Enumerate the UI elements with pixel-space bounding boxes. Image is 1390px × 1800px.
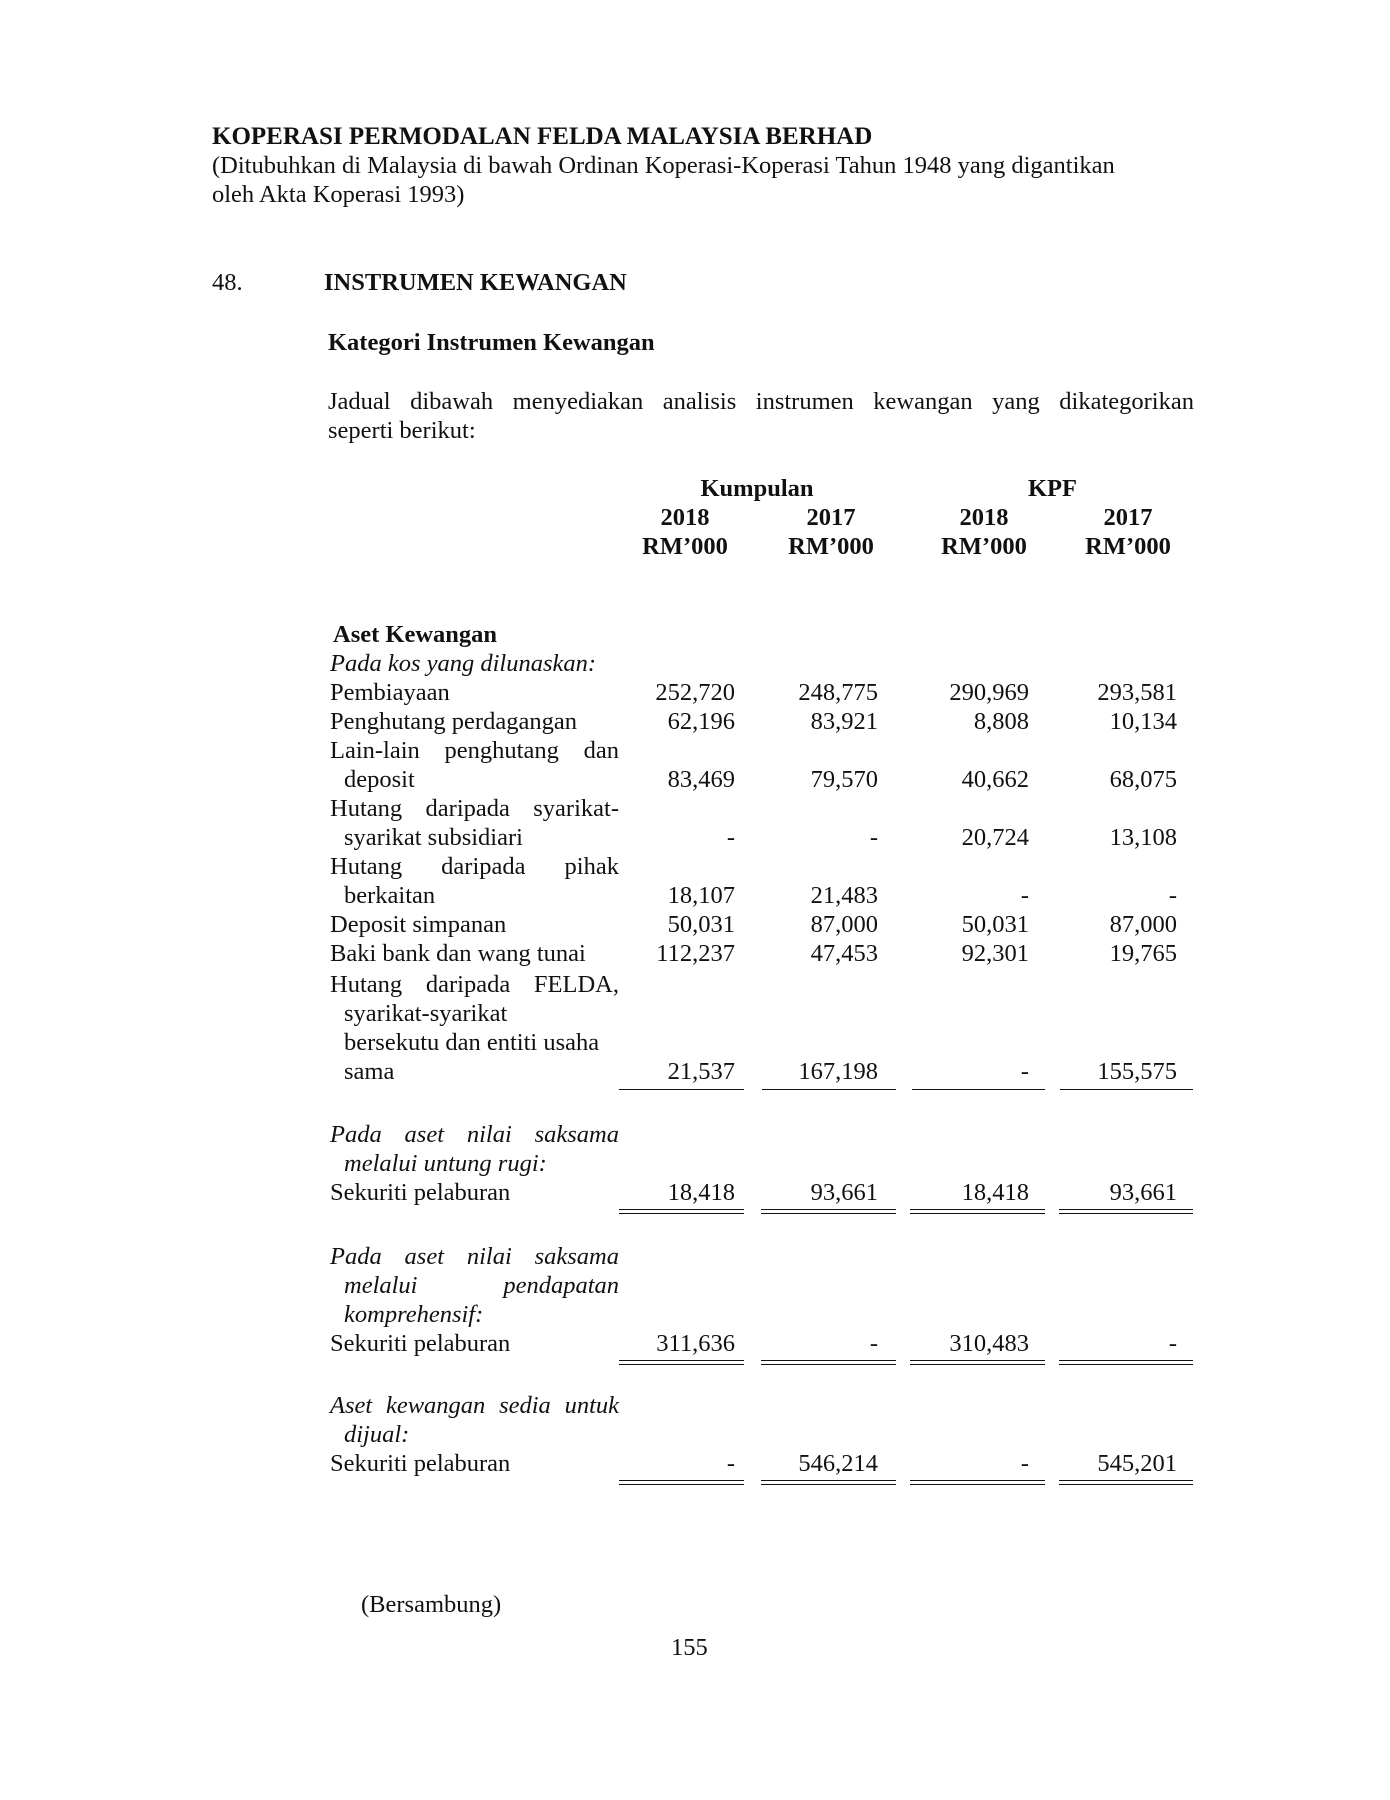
cell-value: 79,570 <box>810 766 878 793</box>
table-row-label <box>330 1449 619 1478</box>
cell-value: 92,301 <box>961 940 1029 967</box>
group-header-kpf: KPF <box>1028 475 1077 502</box>
subtotal-rule <box>912 1089 1045 1090</box>
cell-value: 18,107 <box>667 882 735 909</box>
row-label-text: Sekuriti pelaburan <box>330 1330 511 1357</box>
table-row-label <box>330 939 619 968</box>
cell-value: 546,214 <box>798 1450 878 1477</box>
cell-value: - <box>1020 882 1029 909</box>
total-double-rule <box>1059 1209 1193 1214</box>
cell-value: 112,237 <box>656 940 735 967</box>
cell-value: - <box>1168 882 1177 909</box>
col-year: 2018 <box>660 504 710 531</box>
row-label-text: sama <box>344 1058 395 1085</box>
block-heading-text: melalui untung rugi: <box>344 1150 547 1177</box>
col-unit: RM’000 <box>941 533 1027 560</box>
col-year: 2017 <box>1103 504 1153 531</box>
table-row-label <box>330 1178 619 1207</box>
cell-value: 293,581 <box>1097 679 1177 706</box>
cell-value: 87,000 <box>1109 911 1177 938</box>
block-heading-text: dijual: <box>344 1421 410 1448</box>
subtotal-rule <box>1060 1089 1193 1090</box>
section-number: 48. <box>212 269 243 296</box>
row-label-text: Lain-lain penghutang dan <box>330 737 619 764</box>
row-label-text: deposit <box>344 766 415 793</box>
cell-value: - <box>869 824 878 851</box>
table-row-label <box>330 852 619 910</box>
total-double-rule <box>619 1209 744 1214</box>
row-label-text: bersekutu dan entiti usaha <box>344 1029 600 1056</box>
col-unit: RM’000 <box>788 533 874 560</box>
total-double-rule <box>619 1480 744 1485</box>
total-double-rule <box>619 1360 744 1365</box>
cell-value: - <box>869 1330 878 1357</box>
table-row-label <box>330 970 619 1086</box>
cell-value: 93,661 <box>810 1179 878 1206</box>
cell-value: - <box>726 1450 735 1477</box>
total-double-rule <box>910 1209 1045 1214</box>
total-double-rule <box>761 1480 896 1485</box>
row-label-text: syarikat-syarikat <box>344 1000 508 1027</box>
col-unit: RM’000 <box>642 533 728 560</box>
continued-note: (Bersambung) <box>361 1591 502 1618</box>
intro-line1: Jadual dibawah menyediakan analisis instrumen kewangan yang dikategorikan <box>328 388 1194 415</box>
table-row-label <box>330 794 619 852</box>
block-heading-text: melalui pendapatan <box>344 1272 619 1299</box>
cell-value: 13,108 <box>1109 824 1177 851</box>
cell-value: 18,418 <box>667 1179 735 1206</box>
cell-value: 50,031 <box>961 911 1029 938</box>
cell-value: 21,537 <box>667 1058 735 1085</box>
table-section-title: Aset Kewangan <box>333 621 498 648</box>
block-heading <box>330 1242 619 1329</box>
cell-value: 311,636 <box>656 1330 735 1357</box>
cell-value: - <box>726 824 735 851</box>
page-number: 155 <box>671 1634 708 1661</box>
cell-value: 10,134 <box>1109 708 1177 735</box>
cell-value: 8,808 <box>973 708 1029 735</box>
row-label-text: Hutang daripada pihak <box>330 853 619 880</box>
cell-value: 47,453 <box>810 940 878 967</box>
cell-value: 252,720 <box>655 679 735 706</box>
cell-value: 18,418 <box>961 1179 1029 1206</box>
subtotal-rule <box>762 1089 896 1090</box>
intro-line2: seperti berikut: <box>328 417 476 444</box>
org-subtitle-line1: (Ditubuhkan di Malaysia di bawah Ordinan Koperasi-Koperasi Tahun 1948 yang digantikan <box>212 152 1115 179</box>
group-header-kumpulan: Kumpulan <box>700 475 814 502</box>
total-double-rule <box>1059 1480 1193 1485</box>
col-unit: RM’000 <box>1085 533 1171 560</box>
cell-value: - <box>1168 1330 1177 1357</box>
total-double-rule <box>761 1360 896 1365</box>
row-label-text: Pembiayaan <box>330 679 450 706</box>
total-double-rule <box>761 1209 896 1214</box>
total-double-rule <box>1059 1360 1193 1365</box>
cell-value: 290,969 <box>949 679 1029 706</box>
cell-value: 87,000 <box>810 911 878 938</box>
block-heading-text: Pada aset nilai saksama <box>330 1243 619 1270</box>
org-name: KOPERASI PERMODALAN FELDA MALAYSIA BERHAD <box>212 123 873 150</box>
row-label-text: Hutang daripada syarikat- <box>330 795 619 822</box>
table-row-label <box>330 1329 619 1358</box>
block-heading-text: Pada aset nilai saksama <box>330 1121 619 1148</box>
table-row-label <box>330 736 619 794</box>
row-label-text: Penghutang perdagangan <box>330 708 577 735</box>
org-subtitle-line2: oleh Akta Koperasi 1993) <box>212 181 465 208</box>
table-row-label <box>330 910 619 939</box>
block-heading: Pada kos yang dilunaskan: <box>330 650 597 677</box>
col-year: 2017 <box>806 504 856 531</box>
block-heading <box>330 1391 619 1449</box>
block-heading <box>330 1120 619 1178</box>
subtotal-rule <box>619 1089 744 1090</box>
table-row-label <box>330 678 619 707</box>
cell-value: - <box>1020 1058 1029 1085</box>
block-heading-text: Aset kewangan sedia untuk <box>330 1392 619 1419</box>
cell-value: 21,483 <box>810 882 878 909</box>
block-heading-text: komprehensif: <box>344 1301 484 1328</box>
row-label-text: berkaitan <box>344 882 436 909</box>
cell-value: 93,661 <box>1109 1179 1177 1206</box>
col-year: 2018 <box>959 504 1009 531</box>
row-label-text: Sekuriti pelaburan <box>330 1450 511 1477</box>
cell-value: 19,765 <box>1109 940 1177 967</box>
section-subheading: Kategori Instrumen Kewangan <box>328 329 655 356</box>
cell-value: 40,662 <box>961 766 1029 793</box>
cell-value: 310,483 <box>949 1330 1029 1357</box>
cell-value: 20,724 <box>961 824 1029 851</box>
row-label-text: Sekuriti pelaburan <box>330 1179 511 1206</box>
row-label-text: Deposit simpanan <box>330 911 507 938</box>
cell-value: 83,469 <box>667 766 735 793</box>
cell-value: 83,921 <box>810 708 878 735</box>
cell-value: 155,575 <box>1097 1058 1177 1085</box>
cell-value: 545,201 <box>1097 1450 1177 1477</box>
cell-value: 167,198 <box>798 1058 878 1085</box>
cell-value: 248,775 <box>798 679 878 706</box>
cell-value: 68,075 <box>1109 766 1177 793</box>
section-title: INSTRUMEN KEWANGAN <box>324 269 627 296</box>
row-label-text: Baki bank dan wang tunai <box>330 940 586 967</box>
cell-value: - <box>1020 1450 1029 1477</box>
row-label-text: syarikat subsidiari <box>344 824 523 851</box>
cell-value: 62,196 <box>667 708 735 735</box>
row-label-text: Hutang daripada FELDA, <box>330 971 619 998</box>
total-double-rule <box>910 1480 1045 1485</box>
total-double-rule <box>910 1360 1045 1365</box>
cell-value: 50,031 <box>667 911 735 938</box>
table-row-label <box>330 707 619 736</box>
